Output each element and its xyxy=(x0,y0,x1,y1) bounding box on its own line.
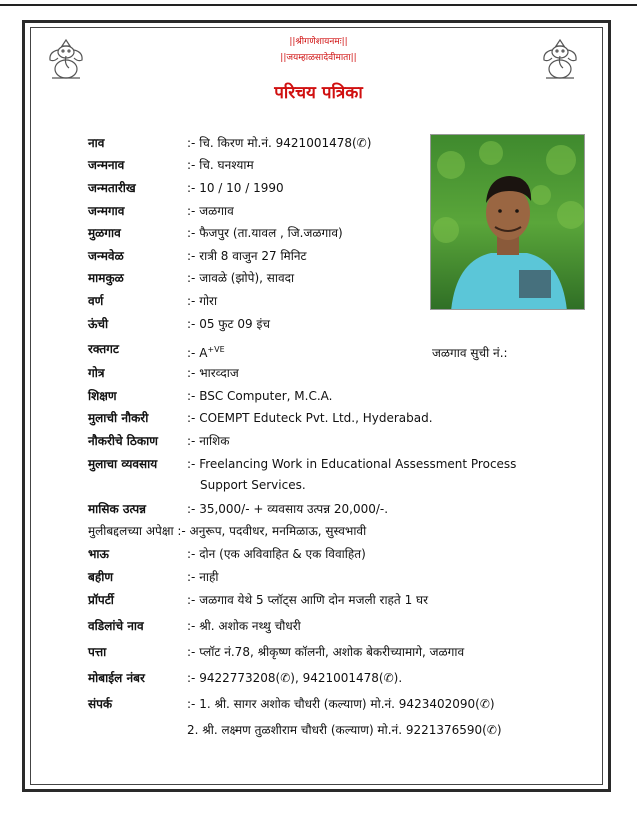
field-label: मोबाईल नंबर xyxy=(88,671,145,685)
field-value: :- COEMPT Eduteck Pvt. Ltd., Hyderabad. xyxy=(187,411,433,425)
invocation-line-1: ||श्रीगणेशायनमः|| xyxy=(289,37,348,47)
field-value: :- जळगाव xyxy=(187,204,234,218)
field-value: :- चि. किरण मो.नं. 9421001478(✆) xyxy=(187,136,372,150)
field-value: :- दोन (एक अविवाहित & एक विवाहित) xyxy=(187,547,366,561)
field-value: Support Services. xyxy=(200,478,306,492)
jalgaon-list-number: जळगाव सुची नं.: xyxy=(432,346,508,360)
top-rule xyxy=(0,4,637,6)
field-label: मुळगाव xyxy=(88,226,121,240)
field-label: जन्मतारीख xyxy=(88,181,136,195)
field-label: भाऊ xyxy=(88,547,109,561)
field-value: :- जळगाव येथे 5 प्लॉट्स आणि दोन मजली राहते 1 घर xyxy=(187,593,429,607)
field-value xyxy=(187,342,225,361)
invocation-line-2: ||जयम्हाळसादेवीमाता|| xyxy=(280,53,357,63)
field-value: :- रात्री 8 वाजुन 27 मिनिट xyxy=(187,249,307,263)
field-value: :- नाशिक xyxy=(187,434,230,448)
blood-group-sup: +VE xyxy=(207,345,225,354)
field-value: :- भारव्दाज xyxy=(187,366,239,380)
field-value: :- Freelancing Work in Educational Assessment Process xyxy=(187,457,517,471)
field-label: मुलाची नौकरी xyxy=(88,411,149,425)
field-value: :- श्री. अशोक नथ्थु चौधरी xyxy=(187,619,301,633)
field-label: नौकरीचे ठिकाण xyxy=(88,434,158,448)
field-label: जन्मनाव xyxy=(88,158,125,172)
field-value: :- नाही xyxy=(187,570,219,584)
field-value: :- BSC Computer, M.C.A. xyxy=(187,389,333,403)
field-label: नाव xyxy=(88,136,105,150)
field-value: :- जावळे (झोपे), सावदा xyxy=(187,271,295,285)
field-label: गोत्र xyxy=(88,366,105,380)
field-label: जन्मवेळ xyxy=(88,249,124,263)
field-label: पत्ता xyxy=(88,645,107,659)
field-value: :- 05 फुट 09 इंच xyxy=(187,317,270,331)
field-label: संपर्क xyxy=(88,697,113,711)
field-label: प्रॉपर्टी xyxy=(88,593,114,607)
page-title: परिचय पत्रिका xyxy=(274,83,363,103)
bride-expectations: मुलीबद्दलच्या अपेक्षा :- अनुरूप, पदवीधर, मनमिळाऊ, सुस्वभावी xyxy=(88,524,367,538)
blood-group-value: :- A xyxy=(187,346,208,360)
field-label: शिक्षण xyxy=(88,389,117,403)
field-value: :- गोरा xyxy=(187,294,218,308)
field-value: :- 35,000/- + व्यवसाय उत्पन्न 20,000/-. xyxy=(187,502,389,516)
field-label: जन्मगाव xyxy=(88,204,125,218)
field-label: बहीण xyxy=(88,570,114,584)
field-label: वडिलांचे नाव xyxy=(88,619,144,633)
field-value: :- 10 / 10 / 1990 xyxy=(187,181,284,195)
field-label: मामकुळ xyxy=(88,271,124,285)
field-value: :- 1. श्री. सागर अशोक चौधरी (कल्याण) मो.नं. 9423402090(✆) xyxy=(187,697,495,711)
field-value: 2. श्री. लक्ष्मण तुळशीराम चौधरी (कल्याण) मो.नं. 9221376590(✆) xyxy=(187,723,502,737)
field-value: :- फैजपुर (ता.यावल , जि.जळगाव) xyxy=(187,226,343,240)
field-value: :- प्लॉट नं.78, श्रीकृष्ण कॉलनी, अशोक बेकरीच्यामागे, जळगाव xyxy=(187,645,465,659)
field-label: वर्ण xyxy=(88,294,104,308)
field-label: मासिक उत्पन्न xyxy=(88,502,147,516)
field-value: :- 9422773208(✆), 9421001478(✆). xyxy=(187,671,403,685)
field-value: :- चि. घनश्याम xyxy=(187,158,254,172)
profile-photo xyxy=(430,134,585,310)
field-label: रक्तगट xyxy=(88,342,119,356)
field-label: मुलाचा व्यवसाय xyxy=(88,457,158,471)
field-label: ऊंची xyxy=(88,317,109,331)
